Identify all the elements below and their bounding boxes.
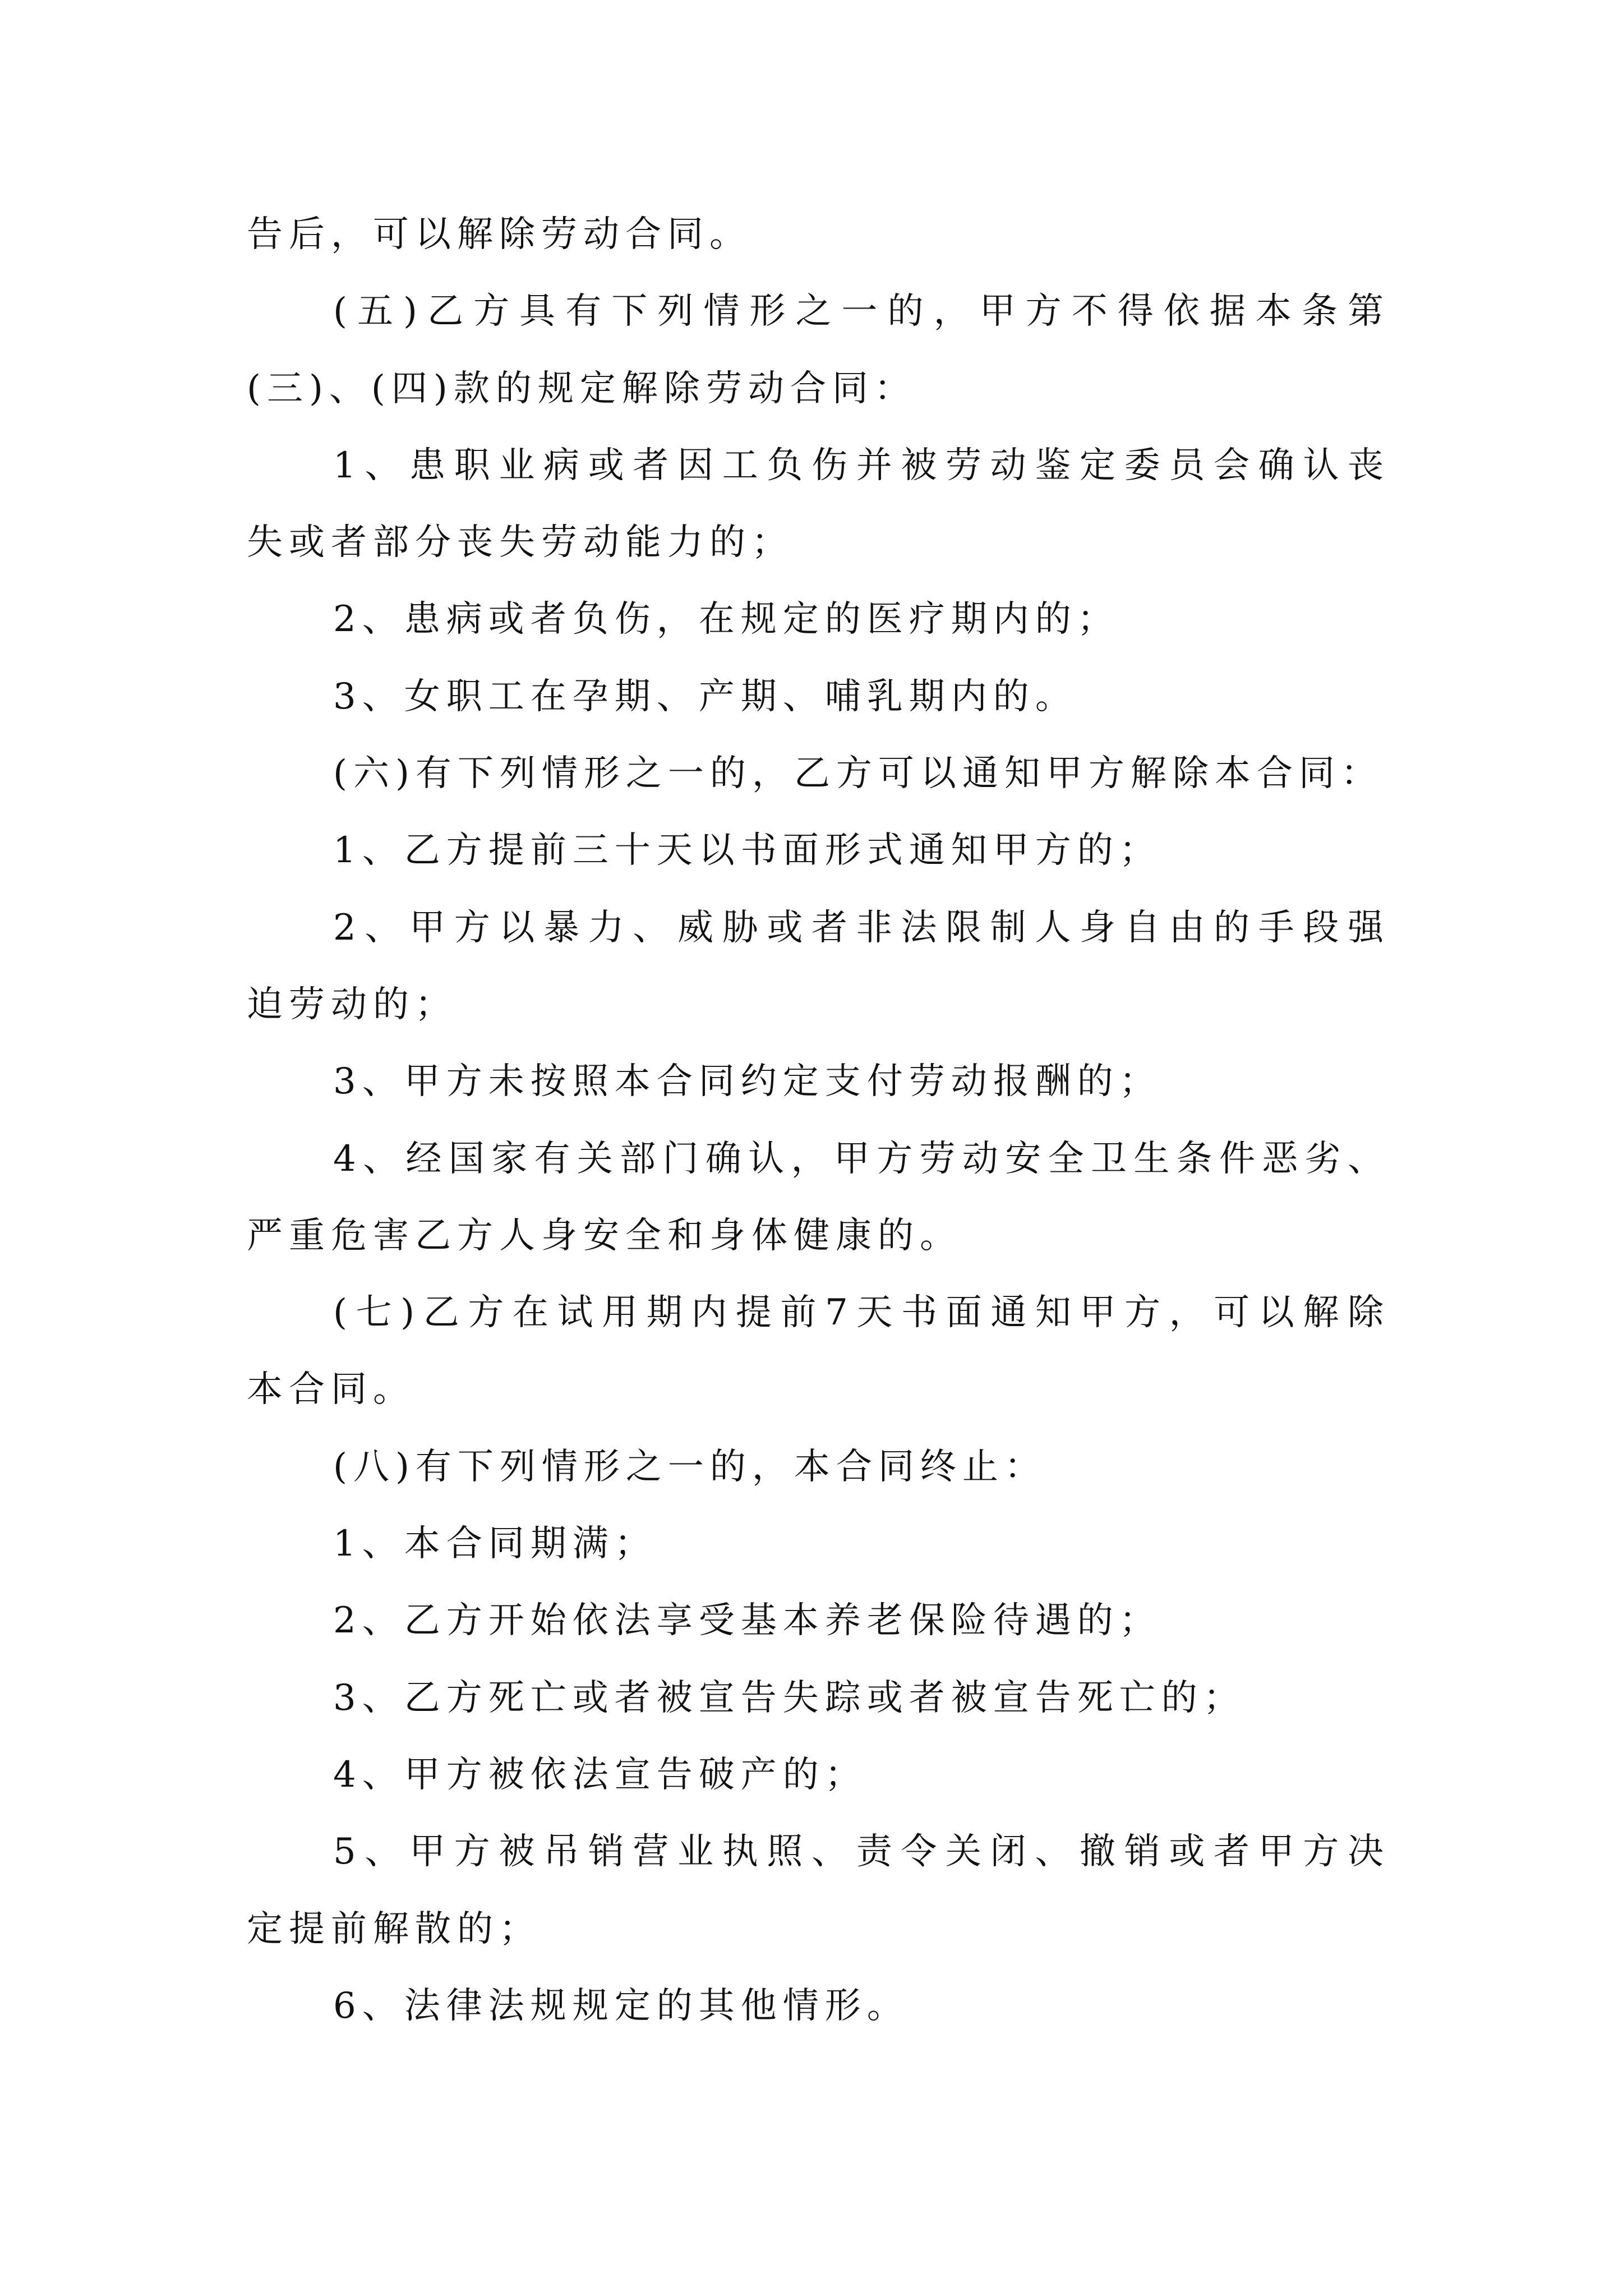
paragraph	[247, 1429, 1384, 1506]
text-line: 1、患职业病或者因工负伤并被劳动鉴定委员会确认丧	[333, 444, 1390, 486]
text-line: 1、本合同期满；	[333, 1523, 657, 1565]
paragraph	[247, 1814, 1390, 1968]
text-line: 迫劳动的；	[247, 983, 457, 1025]
text-line: 4、甲方被依法宣告破产的；	[333, 1754, 867, 1796]
paragraph	[247, 890, 1390, 1044]
paragraph	[247, 1660, 1384, 1737]
text-line: 失或者部分丧失劳动能力的；	[247, 522, 794, 564]
text-line: 2、甲方以暴力、威胁或者非法限制人身自由的手段强	[333, 907, 1390, 949]
text-line: 5、甲方被吊销营业执照、责令关闭、撤销或者甲方决	[333, 1831, 1390, 1873]
text-line: (三)、(四)款的规定解除劳动合同：	[247, 367, 916, 409]
paragraph	[247, 1121, 1390, 1275]
text-line: 1、乙方提前三十天以书面形式通知甲方的；	[333, 830, 1161, 872]
text-line: 3、甲方未按照本合同约定支付劳动报酬的；	[333, 1061, 1161, 1103]
continued-paragraph	[247, 196, 1384, 273]
paragraph	[247, 1737, 1384, 1814]
paragraph	[247, 659, 1384, 735]
paragraph	[247, 1274, 1390, 1429]
text-line: 2、患病或者负伤，在规定的医疗期内的；	[333, 599, 1119, 641]
text-line: 定提前解散的；	[247, 1908, 541, 1950]
paragraph	[247, 1582, 1384, 1659]
text-line: (六)有下列情形之一的，乙方可以通知甲方解除本合同：	[333, 753, 1383, 795]
paragraph	[247, 812, 1384, 889]
text-line: (五)乙方具有下列情形之一的，甲方不得依据本条第	[333, 291, 1390, 333]
text-line: 3、乙方死亡或者被宣告失踪或者被宣告死亡的；	[333, 1677, 1246, 1719]
text-line: (八)有下列情形之一的，本合同终止：	[333, 1446, 1046, 1488]
paragraph	[247, 427, 1390, 582]
paragraph	[247, 581, 1384, 658]
document-body	[247, 196, 1390, 2045]
text-line: 严重危害乙方人身安全和身体健康的。	[247, 1214, 962, 1257]
text-line: 3、女职工在孕期、产期、哺乳期内的。	[333, 675, 1077, 717]
text-line: 2、乙方开始依法享受基本养老保险待遇的；	[333, 1600, 1161, 1642]
paragraph	[247, 1043, 1384, 1120]
text-line: 本合同。	[247, 1369, 415, 1411]
text-line: 6、法律法规规定的其他情形。	[333, 1985, 909, 2027]
text-line: (七)乙方在试用期内提前7天书面通知甲方，可以解除	[333, 1292, 1390, 1334]
paragraph	[247, 273, 1390, 427]
text-line: 4、经国家有关部门确认，甲方劳动安全卫生条件恶劣、	[333, 1138, 1390, 1180]
paragraph	[247, 735, 1384, 812]
text-line: 告后，可以解除劳动合同。	[247, 214, 751, 255]
paragraph	[247, 1506, 1384, 1582]
paragraph	[247, 1968, 1384, 2045]
